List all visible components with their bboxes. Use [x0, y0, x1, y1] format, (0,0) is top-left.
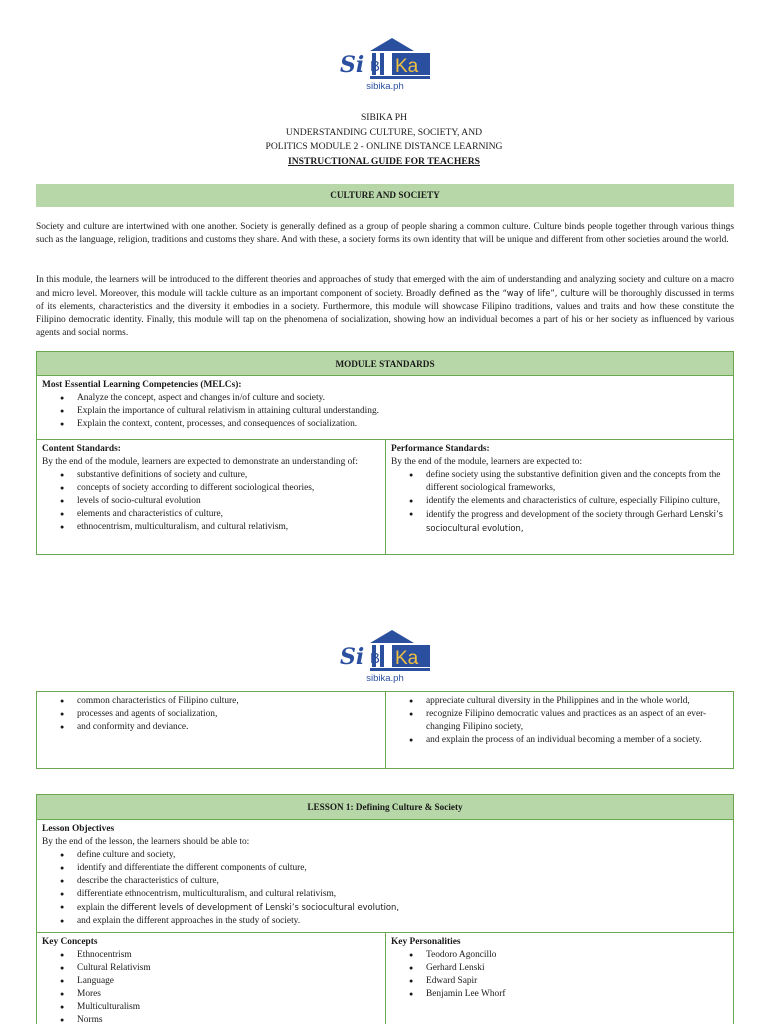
list-item: ● identify the elements and characteristics of culture, especially Filipino culture, [391, 495, 728, 508]
key-concepts-list [42, 949, 380, 1024]
performance-standards-cont-list [391, 695, 728, 747]
p2-part-c: will be thoroughly discussed in terms of its elements, characteristics and the diversity it embodies in a society. Furthermore, this module will showcase Filipino traditions, values and traits and how these constitute the Filipino democratic identity. Finally, this module will tap on the phenomena of socialization, showing how an individual becomes a part of his or her society as influenced by various agents and social norms. [36, 289, 734, 338]
p2-part-a: In this module, the learners will be introduced to the different theories and approaches of study that emerged with the aim of understanding and analyzing society and culture on a macro and micro level. Moreover, this module will tackle culture as an important component of society. Broad [36, 275, 734, 299]
list-item: ● Cultural Relativism [42, 962, 380, 975]
intro-paragraph-1: Society and culture are intertwined with one another. Society is generally defined as a group of people sharing a common culture. Culture binds people together through various things such as the language, religion, traditions and customs they share. And with these, a society forms its own identity that will be unique and different from other societies around the world. [36, 222, 734, 245]
performance-item-3-a: identify the progress and development of the society through Gerhard [426, 510, 690, 520]
key-personalities-list [391, 949, 728, 1001]
melc-list [42, 392, 728, 431]
performance-item-3-b: Lenski’s sociocultural evolution, [426, 509, 724, 533]
sibika-logo [336, 34, 432, 92]
header-line-1: SIBIKA PH [360, 112, 408, 123]
key-concepts-title: Key Concepts [42, 937, 98, 947]
performance-standards-cell [385, 440, 733, 554]
list-item: ● define culture and society, [42, 849, 728, 862]
objective-5-a: explain the [77, 903, 121, 913]
list-item: ● Ethnocentrism [42, 949, 380, 962]
list-item: ● elements and characteristics of culture, [42, 508, 380, 521]
list-item: ● recognize Filipino democratic values and practices as an aspect of an ever-changing Filipino society, [391, 708, 728, 734]
list-item: ● identify and differentiate the different components of culture, [42, 862, 728, 875]
list-item: ● appreciate cultural diversity in the Philippines and in the whole world, [391, 695, 728, 708]
header-line-3: POLITICS MODULE 2 - ONLINE DISTANCE LEARNING [265, 141, 503, 152]
melc-row [37, 376, 733, 439]
list-item: ● Language [42, 975, 380, 988]
logo-bi: BI [370, 650, 385, 667]
header-line-2: UNDERSTANDING CULTURE, SOCIETY, AND [285, 126, 483, 138]
document-header [0, 111, 768, 169]
list-item: ● Analyze the concept, aspect and changes in/of culture and society. [42, 392, 728, 405]
header-line-4: INSTRUCTIONAL GUIDE FOR TEACHERS [287, 155, 480, 167]
key-concepts-cell [37, 933, 385, 1024]
logo-url: sibika.ph [366, 673, 404, 684]
module-standards-table [36, 351, 734, 555]
logo-ka: Ka [395, 648, 419, 669]
list-item: ● define society using the substantive definition given and the concepts from the different sociological frameworks, [391, 469, 728, 495]
module-standards-title: MODULE STANDARDS [37, 352, 733, 376]
sibika-logo-page-2 [336, 626, 432, 684]
list-item: ● Explain the importance of cultural relativism in attaining cultural understanding. [42, 405, 728, 418]
melc-title: Most Essential Learning Competencies (MELCs): [42, 380, 242, 390]
logo-ka: Ka [395, 56, 419, 77]
key-personalities-title: Key Personalities [391, 937, 461, 947]
logo-si: Si [340, 644, 365, 670]
logo-bi: BI [370, 58, 385, 75]
key-personalities-cell [385, 933, 733, 1024]
culture-and-society-band: CULTURE AND SOCIETY [36, 184, 734, 207]
list-item: ● Teodoro Agoncillo [391, 949, 728, 962]
content-standards-intro: By the end of the module, learners are expected to demonstrate an understanding of: [42, 457, 359, 467]
content-standards-title: Content Standards: [42, 444, 121, 454]
list-item: ● substantive definitions of society and culture, [42, 469, 380, 482]
lesson-objectives-title: Lesson Objectives [42, 824, 115, 834]
pillared-building-icon [336, 34, 432, 82]
objective-5-b: different levels of development of Lenski’s sociocultural evolution, [120, 902, 400, 912]
list-item: ● Gerhard Lenski [391, 962, 728, 975]
standards-continuation-table [36, 691, 734, 769]
list-item: ● concepts of society according to different sociological theories, [42, 482, 380, 495]
list-item: ● differentiate ethnocentrism, multiculturalism, and cultural relativism, [42, 888, 728, 901]
lesson-objectives-intro: By the end of the lesson, the learners should be able to: [42, 837, 250, 847]
lesson-1-title: LESSON 1: Defining Culture & Society [37, 795, 733, 820]
lesson-objectives-list [42, 849, 728, 928]
content-standards-cont-cell [37, 692, 385, 768]
list-item: ● common characteristics of Filipino culture, [42, 695, 380, 708]
performance-standards-title: Performance Standards: [391, 444, 490, 454]
list-item: ● and explain the process of an individual becoming a member of a society. [391, 734, 728, 747]
logo-si: Si [340, 52, 365, 78]
performance-standards-intro: By the end of the module, learners are expected to: [391, 457, 583, 467]
content-standards-list [42, 469, 380, 534]
list-item: ● Norms [42, 1014, 380, 1024]
list-item: ● describe the characteristics of culture, [42, 875, 728, 888]
list-item: ● processes and agents of socialization, [42, 708, 380, 721]
list-item: ● Edward Sapir [391, 975, 728, 988]
standards-continuation-row [37, 692, 733, 768]
lesson-1-table [36, 794, 734, 1024]
list-item: ● Benjamin Lee Whorf [391, 988, 728, 1001]
list-item [42, 901, 728, 915]
performance-standards-list [391, 469, 728, 536]
logo-url: sibika.ph [366, 81, 404, 92]
performance-standards-cont-cell [385, 692, 733, 768]
key-concepts-row [37, 932, 733, 1024]
list-item [391, 508, 728, 536]
standards-row [37, 439, 733, 554]
list-item: ● ethnocentrism, multiculturalism, and cultural relativism, [42, 521, 380, 534]
pillared-building-icon [336, 626, 432, 674]
p2-part-b: ly defined as the “way of life”, culture [428, 288, 590, 298]
list-item: ● and explain the different approaches in the study of society. [42, 915, 728, 928]
intro-paragraph-2 [36, 274, 734, 340]
lesson-objectives-row [37, 820, 733, 932]
list-item: ● Explain the context, content, processes, and consequences of socialization. [42, 418, 728, 431]
list-item: ● Mores [42, 988, 380, 1001]
list-item: ● levels of socio-cultural evolution [42, 495, 380, 508]
content-standards-cont-list [42, 695, 380, 734]
list-item: ● Multiculturalism [42, 1001, 380, 1014]
content-standards-cell [37, 440, 385, 554]
list-item: ● and conformity and deviance. [42, 721, 380, 734]
